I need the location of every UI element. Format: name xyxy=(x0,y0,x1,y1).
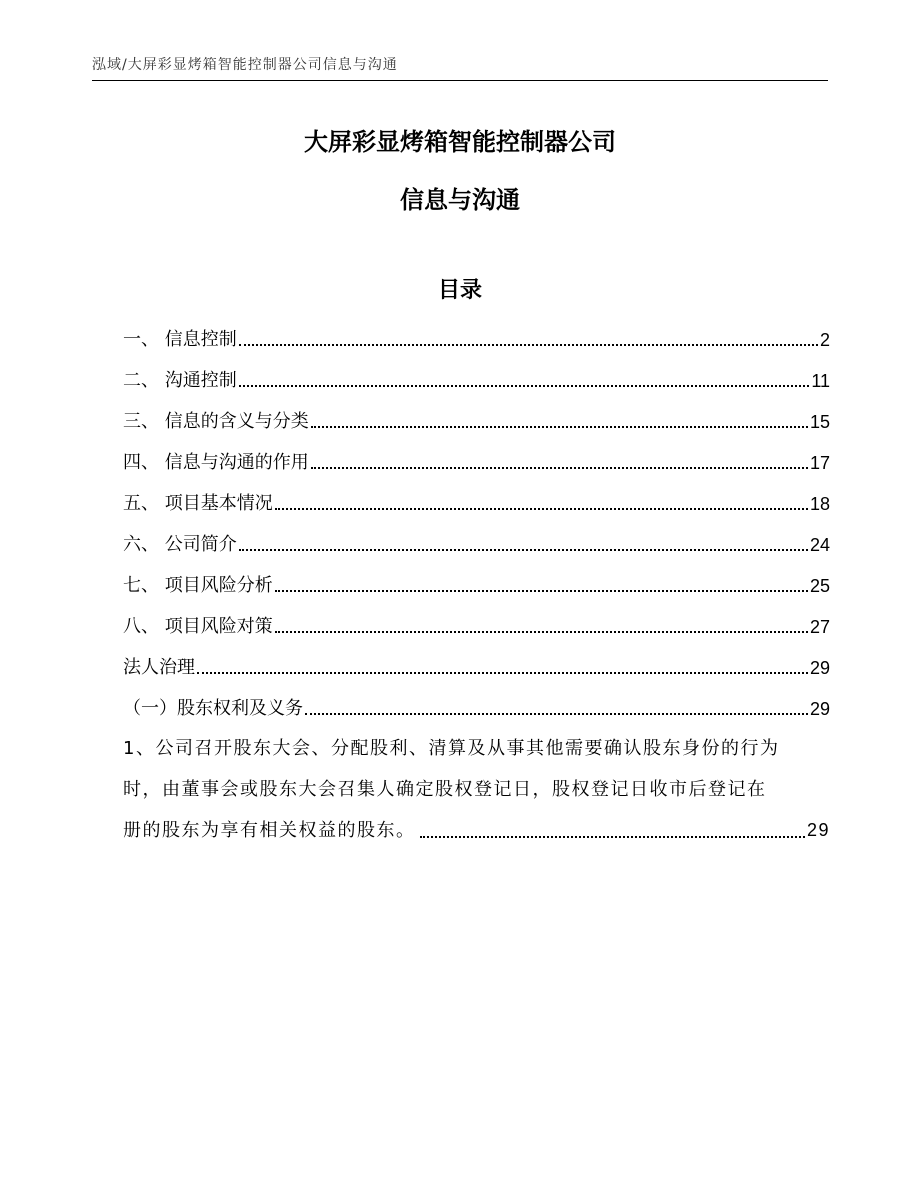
toc-page-number: 27 xyxy=(809,617,830,637)
toc-dot-leader xyxy=(275,631,808,633)
toc-page-number: 11 xyxy=(811,371,830,391)
toc-page-number: 29 xyxy=(809,699,830,719)
toc-entry[interactable] xyxy=(123,566,830,598)
toc-entry-label-line-2: 时，由董事会或股东大会召集人确定股权登记日，股权登记日收市后登记在 xyxy=(123,779,767,800)
toc-entry-label: 七、 项目风险分析 xyxy=(123,575,273,596)
toc-entry-label: （一）股东权利及义务 xyxy=(123,698,303,719)
toc-entry-label-line-3: 册的股东为享有相关权益的股东。 xyxy=(123,820,416,841)
toc-entry[interactable] xyxy=(123,402,830,434)
toc-dot-leader xyxy=(305,713,808,715)
toc-page-number: 15 xyxy=(809,412,830,432)
toc-page-number: 18 xyxy=(809,494,830,514)
toc-entry[interactable] xyxy=(123,484,830,516)
document-title-line-1: 大屏彩显烤箱智能控制器公司 xyxy=(304,128,616,156)
toc-heading: 目录 xyxy=(437,278,482,303)
document-title-line-2: 信息与沟通 xyxy=(400,186,520,214)
toc-entry-label: 八、 项目风险对策 xyxy=(123,616,273,637)
toc-entry[interactable] xyxy=(123,443,830,475)
toc-entry-last-line xyxy=(123,810,830,851)
toc-page-number: 17 xyxy=(809,453,830,473)
toc-page-number: 25 xyxy=(809,576,830,596)
toc-dot-leader xyxy=(420,836,805,838)
toc-dot-leader xyxy=(239,549,808,551)
toc-dot-leader xyxy=(239,385,810,387)
toc-entry[interactable] xyxy=(123,361,830,393)
toc-entry-label: 二、 沟通控制 xyxy=(123,370,237,391)
toc-page-number: 29 xyxy=(806,820,830,840)
toc-dot-leader xyxy=(275,590,808,592)
header-divider xyxy=(92,80,828,81)
toc-entry[interactable] xyxy=(123,607,830,639)
toc-entry-label-line-1: 1、公司召开股东大会、分配股利、清算及从事其他需要确认股东身份的行为 xyxy=(123,738,780,759)
toc-entry-label: 六、 公司简介 xyxy=(123,534,237,555)
toc-entry-label: 法人治理 xyxy=(123,657,195,678)
toc-entry-label: 三、 信息的含义与分类 xyxy=(123,411,309,432)
toc-dot-leader xyxy=(239,344,818,346)
toc-dot-leader xyxy=(311,426,808,428)
toc-entry-label: 五、 项目基本情况 xyxy=(123,493,273,514)
toc-entry[interactable] xyxy=(123,689,830,721)
toc-dot-leader xyxy=(275,508,808,510)
toc-dot-leader xyxy=(311,467,808,469)
toc-dot-leader xyxy=(197,672,808,674)
toc-page-number: 29 xyxy=(809,658,830,678)
toc-entry-label: 四、 信息与沟通的作用 xyxy=(123,452,309,473)
toc-entry-multiline[interactable] xyxy=(123,728,830,851)
running-header: 泓域/大屏彩显烤箱智能控制器公司信息与沟通 xyxy=(92,57,398,73)
toc-entry[interactable] xyxy=(123,320,830,352)
toc-entry-label: 一、 信息控制 xyxy=(123,329,237,350)
toc-entry[interactable] xyxy=(123,525,830,557)
toc-entry[interactable] xyxy=(123,648,830,680)
toc-page-number: 2 xyxy=(819,330,830,350)
toc-page-number: 24 xyxy=(809,535,830,555)
